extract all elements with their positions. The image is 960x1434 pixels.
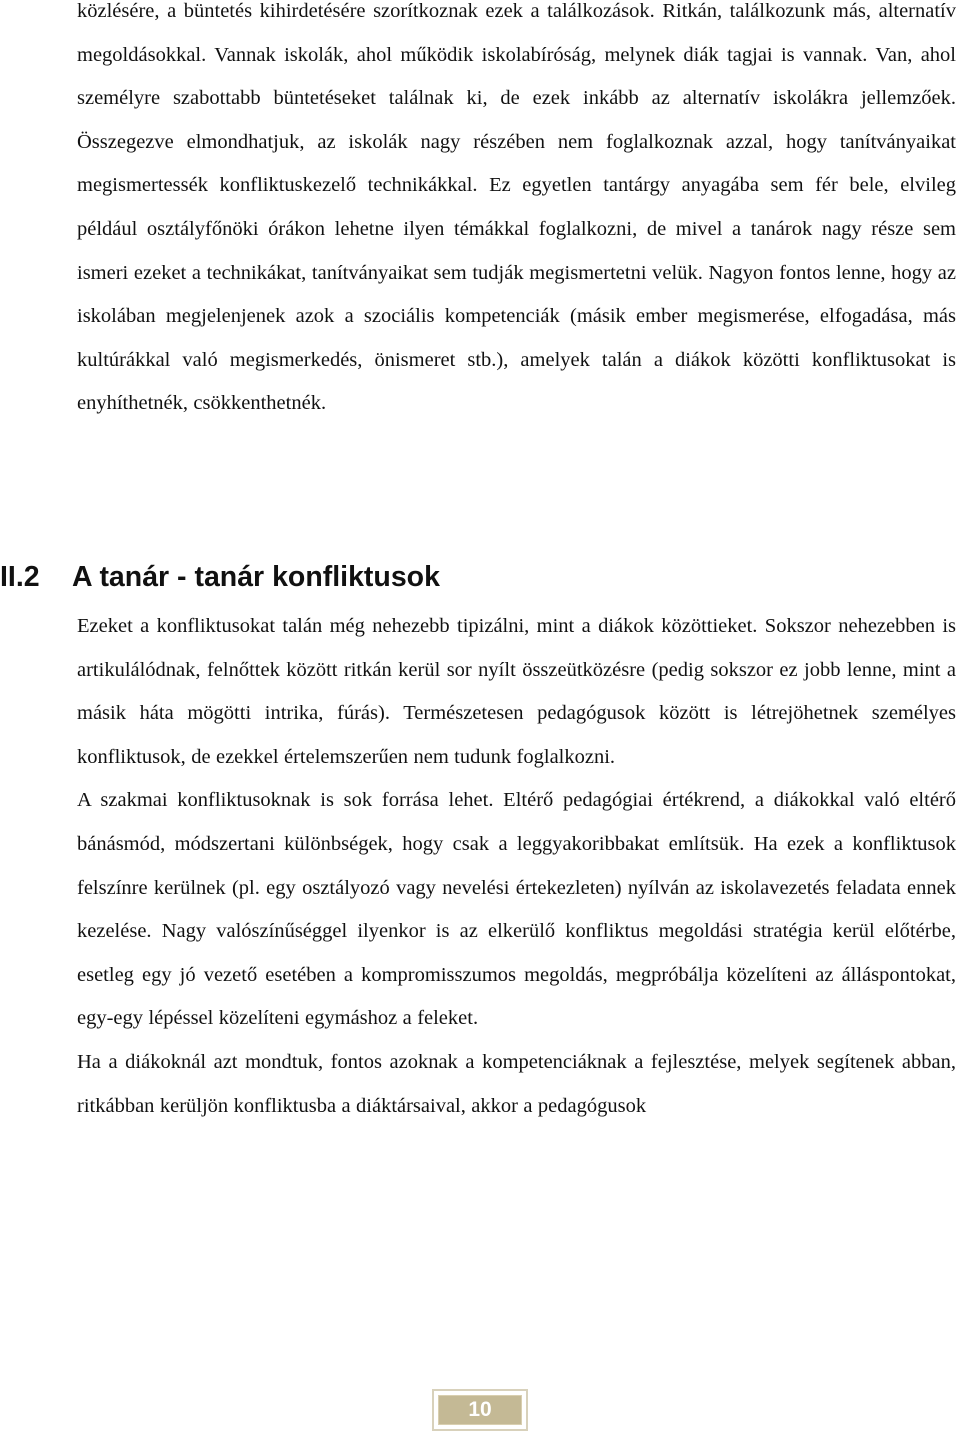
- paragraph: A szakmai konfliktusoknak is sok forrása lehet. Eltérő pedagógiai értékrend, a diákokkal való eltérő bánásmód, módszertani különbségek, hogy csak a leggyakoribbakat említsük. Ha ezek a konfliktusok felszínre kerülnek (pl. egy osztályozó vagy nevelési értekezleten) nyílván az iskolavezetés feladata ennek kezelése. Nagy valószínűséggel ilyenkor is az elkerülő konfliktus megoldási stratégia kerül előtérbe, esetleg egy jó vezető esetében a kompromisszumos megoldás, megpróbálja közelíteni az álláspontokat, egy-egy lépéssel közelíteni egymáshoz a feleket.: [77, 789, 956, 1030]
- section-heading: [0, 557, 940, 597]
- paragraph: Ezeket a konfliktusokat talán még nehezebb tipizálni, mint a diákok közöttieket. Sokszor nehezebben is artikulálódnak, felnőttek között ritkán kerül sor nyílt összeütközésre (pedig sokszor ez jobb lenne, mint a másik háta mögötti intrika, fúrás). Természetesen pedagógusok között is létrejöhetnek személyes konfliktusok, de ezekkel értelemszerűen nem tudunk foglalkozni.: [77, 615, 956, 768]
- page-number-plate: [438, 1395, 522, 1425]
- body-text-section: [77, 605, 956, 1128]
- page-number: 10: [468, 1398, 492, 1421]
- page-number-box: [432, 1389, 528, 1431]
- body-text-top: [77, 0, 956, 426]
- paragraph: Ha a diákoknál azt mondtuk, fontos azoknak a kompetenciáknak a fejlesztése, melyek segítenek abban, ritkábban kerüljön konfliktusba a diáktársaival, akkor a pedagógusok: [77, 1050, 956, 1117]
- section-title: A tanár - tanár konfliktusok: [72, 561, 440, 593]
- section-number: II.2: [0, 561, 40, 593]
- paragraph: közlésére, a büntetés kihirdetésére szorítkoznak ezek a találkozások. Ritkán, találkozunk más, alternatív megoldásokkal. Vannak iskolák, ahol működik iskolabíróság, melynek diák tagjai is vannak. Van, ahol személyre szabottabb büntetéseket találnak ki, de ezek inkább az alternatív iskolákra jellemzőek. Összegezve elmondhatjuk, az iskolák nagy részében nem foglalkoznak azzal, hogy tanítványaikat megismertessék konfliktuskezelő technikákkal. Ez egyetlen tantárgy anyagába sem fér bele, elvileg például osztályfőnöki órákon lehetne ilyen témákkal foglalkozni, de mivel a tanárok nagy része sem ismeri ezeket a technikákat, tanítványaikat sem tudják megismertetni velük. Nagyon fontos lenne, hogy az iskolában megjelenjenek azok a szociális kompetenciák (másik ember megismerése, elfogadása, más kultúrákkal való megismerkedés, önismeret stb.), amelyek talán a diákok közötti konfliktusokat is enyhíthetnék, csökkenthetnék.: [77, 0, 956, 415]
